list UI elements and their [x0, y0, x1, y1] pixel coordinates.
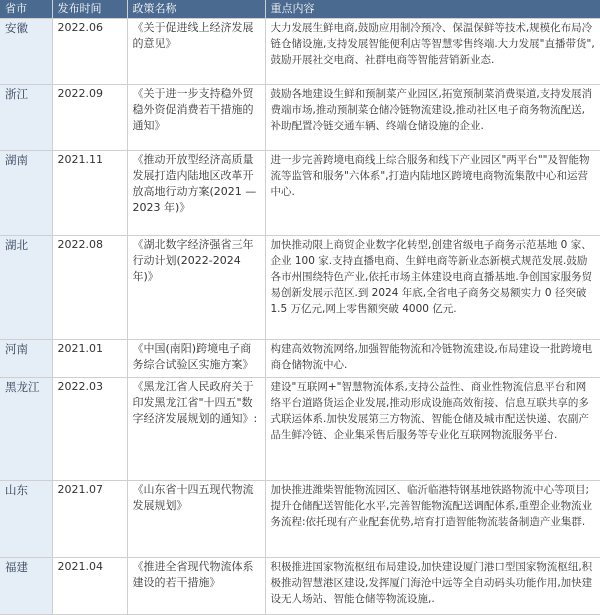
- date-cell: 2022.03: [52, 378, 127, 481]
- table-row: [0, 85, 600, 151]
- date-cell: 2022.06: [52, 19, 127, 85]
- table-body: [0, 19, 600, 615]
- table-row: [0, 151, 600, 236]
- header-content: 重点内容: [265, 0, 600, 19]
- content-cell: 建设"互联网+"智慧物流体系,支持公益性、商业性物流信息平台和网络平台道路货运企业发展,推动形成设施高效衔接、信息互联共享的多式联运体系.加快发展第三方物流、智能仓储及城市配送快递、农副产品生鲜冷链、企业集采售后服务等专业化互联网物流服务平台.: [265, 378, 600, 481]
- table-row: [0, 378, 600, 481]
- header-policy: 政策名称: [127, 0, 265, 19]
- date-cell: 2021.01: [52, 340, 127, 378]
- province-cell: 山东: [0, 481, 52, 558]
- header-province: 省市: [0, 0, 52, 19]
- header-date: 发布时间: [52, 0, 127, 19]
- province-cell: 湖北: [0, 236, 52, 340]
- date-cell: 2022.09: [52, 85, 127, 151]
- province-cell: 安徽: [0, 19, 52, 85]
- province-cell: 湖南: [0, 151, 52, 236]
- table-row: [0, 340, 600, 378]
- date-cell: 2022.08: [52, 236, 127, 340]
- table-row: [0, 19, 600, 85]
- date-cell: 2021.11: [52, 151, 127, 236]
- header-row: [0, 0, 600, 19]
- content-cell: 进一步完善跨境电商线上综合服务和线下产业园区"两平台""及智能物流等监管和服务"六体系",打造内陆地区跨境电商物流集散中心和运营中心.: [265, 151, 600, 236]
- content-cell: 积极推进国家物流枢纽布局建设,加快建设厦门港口型国家物流枢纽,积极推动智慧港区建设,发挥厦门海沧中远等全自动码头功能作用,加快建设无人场站、智能仓储等物流设施,.: [265, 558, 600, 615]
- policy-name-cell: 《关于促进线上经济发展的意见》: [127, 19, 265, 85]
- province-cell: 浙江: [0, 85, 52, 151]
- province-cell: 河南: [0, 340, 52, 378]
- policy-name-cell: 《黑龙江省人民政府关于印发黑龙江省"十四五"数字经济发展规划的通知》:: [127, 378, 265, 481]
- policy-name-cell: 《推动开放型经济高质量发展打造内陆地区改革开放高地行动方案(2021 — 2023 年)》: [127, 151, 265, 236]
- policy-name-cell: 《关于进一步支持稳外贸稳外资促消费若干措施的通知》: [127, 85, 265, 151]
- table-row: [0, 481, 600, 558]
- table-row: [0, 558, 600, 615]
- content-cell: 加快推进潍柴智能物流园区、临沂临港特钢基地铁路物流中心等项目;提升仓储配送智能化水平,完善智能物流配送调配体系,重塑企业物流业务流程:依托现有产业配套优势,培育打造智能物流装备制造产业集群.: [265, 481, 600, 558]
- policy-name-cell: 《推进全省现代物流体系建设的若干措施》: [127, 558, 265, 615]
- policy-name-cell: 《湖北数字经济强省三年行动计划(2022-2024 年)》: [127, 236, 265, 340]
- content-cell: 鼓励各地建设生鲜和预制菜产业园区,拓宽预制菜消费渠道,支持发展消费端市场,推动预制菜仓储冷链物流建设,推动社区电子商务物流配送,补助配置冷链交通车辆、终端仓储设施的企业.: [265, 85, 600, 151]
- policy-name-cell: 《中国(南阳)跨境电子商务综合试验区实施方案》: [127, 340, 265, 378]
- date-cell: 2021.04: [52, 558, 127, 615]
- table-header: [0, 0, 600, 19]
- date-cell: 2021.07: [52, 481, 127, 558]
- table-row: [0, 236, 600, 340]
- content-cell: 构建高效物流网络,加强智能物流和冷链物流建设,布局建设一批跨境电商仓储物流中心.: [265, 340, 600, 378]
- province-cell: 福建: [0, 558, 52, 615]
- content-cell: 加快推动限上商贸企业数字化转型,创建省级电子商务示范基地 0 家、企业 100 家.支持直播电商、生鲜电商等新业态新模式规范发展.鼓励各市州围绕特色产业,依托市场主体建设电商直播基地.争创国家服务贸易创新发展示范区.到 2024 年底,全省电子商务交易额实力 0 径突破 1.5 万亿元,网上零售额突破 4000 亿元.: [265, 236, 600, 340]
- policy-name-cell: 《山东省十四五现代物流发展规划》: [127, 481, 265, 558]
- province-cell: 黑龙江: [0, 378, 52, 481]
- content-cell: 大力发展生鲜电商,鼓励应用制冷预冷、保温保鲜等技术,规模化布局冷链仓储设施,支持发展智能便利店等智慧零售终端.大力发展"直播带货",鼓励开展社交电商、社群电商等智能营销新业态.: [265, 19, 600, 85]
